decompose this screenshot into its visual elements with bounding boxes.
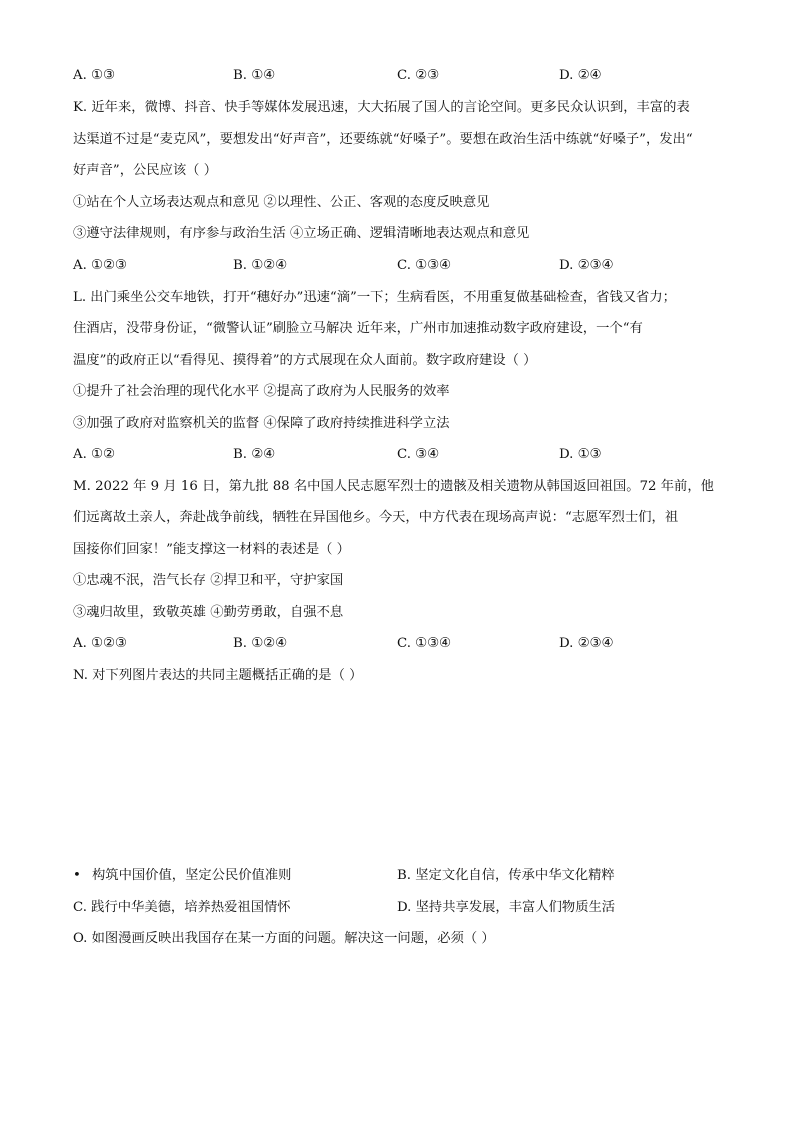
question-k-statement: ③遵守法律规则，有序参与政治生活 ④立场正确、逻辑清晰地表达观点和意见 [73,226,530,241]
option-a: A. ①②③ [73,258,127,273]
question-k-stem: 达渠道不过是“麦克风”，要想发出“好声音”，还要练就“好嗓子”。要想在政治生活中练就“好嗓子”，发出“ [73,132,693,147]
option-b: B. 坚定文化自信，传承中华文化精粹 [397,868,615,883]
question-l-stem: 住酒店，没带身份证，“微警认证”刷脸立马解决 近年来，广州市加速推动数字政府建设，一个“有 [73,321,643,336]
option-d: D. 坚持共享发展，丰富人们物质生活 [397,900,616,915]
question-m-statement: ③魂归故里，致敬英雄 ④勤劳勇敢，自强不息 [73,605,344,620]
option-d: D. ②③④ [559,636,614,651]
bullet-marker: • [73,868,81,883]
question-m-stem: 们远离故土亲人，奔赴战争前线，牺牲在异国他乡。今天，中方代表在现场高声说：“志愿军烈士们，祖 [73,510,679,525]
option-b: B. ②④ [233,447,276,462]
option-b: B. ①②④ [233,258,287,273]
option-c: C. ③④ [397,447,439,462]
option-a: A. ①② [73,447,115,462]
option-a: 构筑中国价值，坚定公民价值准则 [92,868,292,883]
option-c: C. ②③ [397,68,439,83]
option-c: C. ①③④ [397,258,451,273]
question-n-stem: N. 对下列图片表达的共同主题概括正确的是（ ） [73,668,363,683]
question-m-stem: M. 2022 年 9 月 16 日，第九批 88 名中国人民志愿军烈士的遗骸及相关遗物从韩国返回祖国。72 年前，他 [73,479,714,494]
question-l-statement: ③加强了政府对监察机关的监督 ④保障了政府持续推进科学立法 [73,416,450,431]
question-l-stem: L. 出门乘坐公交车地铁，打开“穗好办”迅速“滴”一下；生病看医，不用重复做基础检查，省钱又省力； [73,290,676,305]
question-k-stem: 好声音”，公民应该（ ） [73,163,217,178]
option-b: B. ①②④ [233,636,287,651]
option-a: A. ①②③ [73,636,127,651]
option-c: C. ①③④ [397,636,451,651]
question-o-stem: O. 如图漫画反映出我国存在某一方面的问题。解决这一问题，必须（ ） [73,931,495,946]
option-a: A. ①③ [73,68,115,83]
option-b: B. ①④ [233,68,276,83]
question-l-stem: 温度”的政府正以“看得见、摸得着”的方式展现在众人面前。数字政府建设（ ） [73,353,537,368]
option-d: D. ②④ [559,68,602,83]
option-d: D. ①③ [559,447,602,462]
option-d: D. ②③④ [559,258,614,273]
question-k-statement: ①站在个人立场表达观点和意见 ②以理性、公正、客观的态度反映意见 [73,195,490,210]
question-l-statement: ①提升了社会治理的现代化水平 ②提高了政府为人民服务的效率 [73,384,450,399]
option-c: C. 践行中华美德，培养热爱祖国情怀 [73,900,291,915]
question-m-stem: 国接你们回家！”能支撑这一材料的表述是（ ） [73,542,350,557]
question-k-stem: K. 近年来，微博、抖音、快手等媒体发展迅速，大大拓展了国人的言论空间。更多民众认识到，丰富的表 [73,100,690,115]
question-m-statement: ①忠魂不泯，浩气长存 ②捍卫和平，守护家国 [73,573,344,588]
